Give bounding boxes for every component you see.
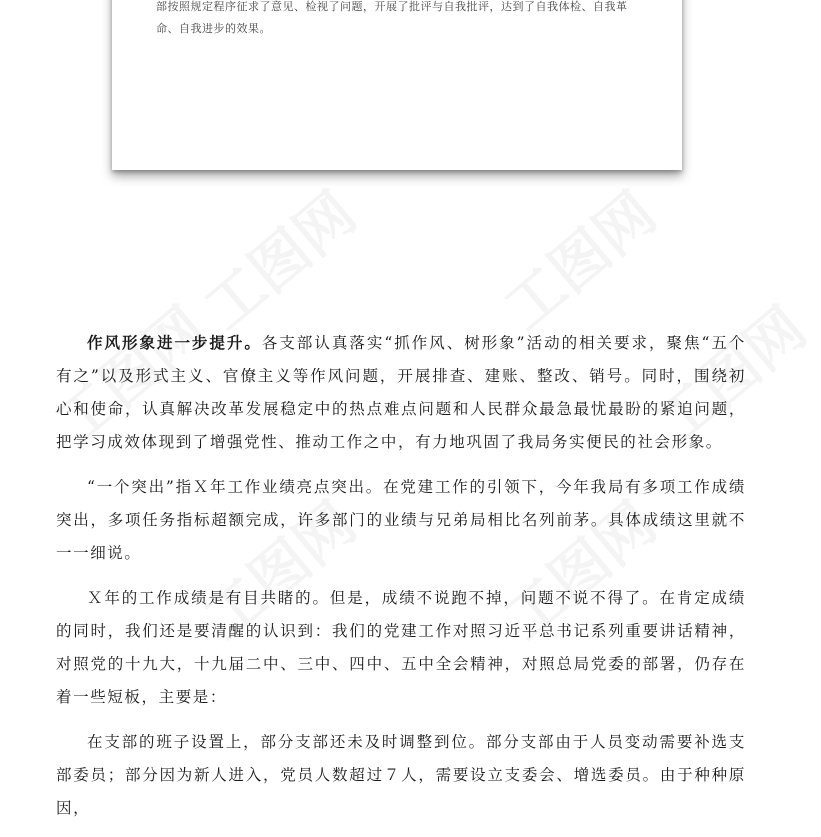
card-line: 命、自我进步的效果。 bbox=[156, 22, 271, 35]
paragraph-text: Ｘ年的工作成绩是有目共睹的。但是，成绩不说跑不掉，问题不说不得了。在肯定成绩的同时，我们还是要清醒的认识到：我们的党建工作对照习近平总书记系列重要讲话精神，对照党的十九大，十九届二中、三中、四中、五中全会精神，对照总局党委的部署，仍存在着一些短板，主要是： bbox=[56, 589, 746, 706]
watermark bbox=[483, 169, 670, 345]
paragraph-text: “一个突出”指Ｘ年工作业绩亮点突出。在党建工作的引领下，今年我局有多项工作成绩突出，多项任务指标超额完成，许多部门的业绩与兄弟局相比名列前茅。具体成绩这里就不一一细说。 bbox=[56, 478, 746, 562]
card-line: 部按照规定程序征求了意见、检视了问题，开展了批评与自我批评，达到了自我体检、自我革 bbox=[156, 0, 628, 13]
document-body bbox=[56, 326, 746, 837]
paragraph bbox=[56, 726, 746, 825]
card-text bbox=[156, 0, 656, 40]
paragraph-lead: 作风形象进一步提升。 bbox=[87, 333, 262, 352]
watermark bbox=[183, 169, 370, 345]
paragraph bbox=[56, 326, 746, 459]
paragraph bbox=[56, 582, 746, 714]
paragraph-text: 在支部的班子设置上，部分支部还未及时调整到位。部分支部由于人员变动需要补选支部委员；部分因为新人进入，党员人数超过７人，需要设立支委会、增选委员。由于种种原因， bbox=[56, 733, 746, 817]
paragraph bbox=[56, 471, 746, 570]
paragraph-text: 各支部认真落实“抓作风、树形象”活动的相关要求，聚焦“五个有之”以及形式主义、官僚主义等作风问题，开展排查、建账、整改、销号。同时，围绕初心和使命，认真解决改革发展稳定中的热点难点问题和人民群众最急最忧最盼的紧迫问题，把学习成效体现到了增强党性、推动工作之中，有力地巩固了我局务实便民的社会形象。 bbox=[56, 334, 746, 451]
document-preview-card bbox=[112, 0, 682, 170]
